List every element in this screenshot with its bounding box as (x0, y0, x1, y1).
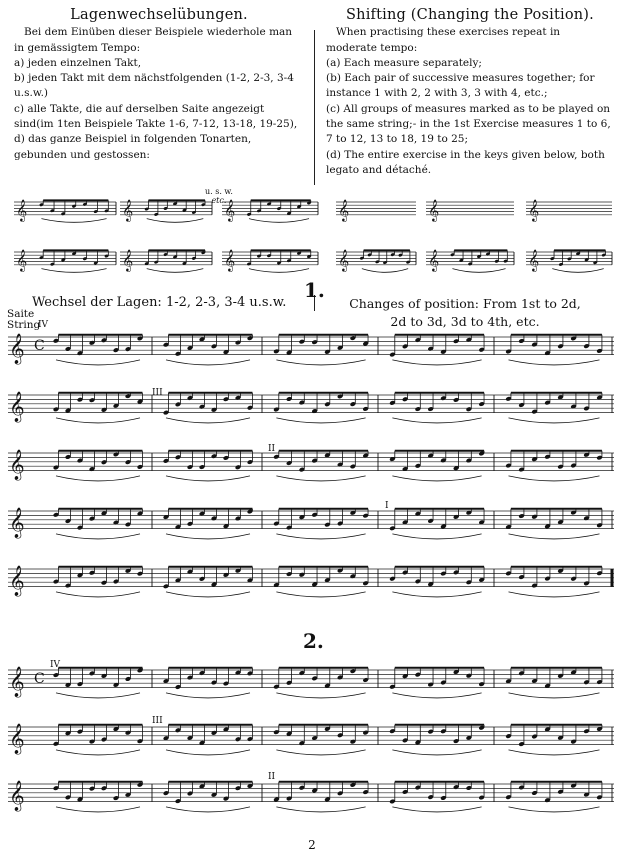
ex1-note-slur (166, 418, 250, 423)
german-item-c: c) alle Takte, die auf derselben Saite angezeigt sind(im 1ten Beispiele Takte 1-6, 7-12, 13-18, 19-25), (14, 102, 298, 131)
string-iv-label: IV (38, 320, 49, 330)
ex1-note-slur (56, 360, 140, 365)
ex2-note-slur (166, 750, 250, 755)
ex1-note-slur (509, 592, 600, 597)
english-heading: Shifting (Changing the Position). (346, 7, 594, 23)
ex1-note-slur (166, 360, 250, 365)
english-item-b: (b) Each pair of successive measures together; for instance 1 with 2, 2 with 3, 3 with 4, etc.; (326, 72, 595, 100)
ex1-note-slur (509, 360, 600, 365)
ex2-note-slur (392, 693, 481, 698)
ex1-note-slur (276, 418, 365, 423)
treble-clef: 𝄞 (428, 248, 440, 272)
ex2-note-slur (166, 807, 250, 812)
ex2-note-slur (509, 807, 600, 812)
exercise1-number: 1. (304, 278, 325, 302)
key-note-slur (147, 219, 204, 223)
ex1-note-slur (509, 418, 600, 423)
string-i-label: I (385, 501, 389, 511)
ex1-note-slur (56, 418, 140, 423)
key-note-slur (147, 269, 204, 273)
ex1-note-slur (509, 476, 600, 481)
saite-string-label: Saite String (7, 308, 41, 331)
treble-clef: 𝄞 (338, 248, 350, 272)
treble-clef: 𝄞 (9, 507, 25, 539)
treble-clef: 𝄞 (122, 248, 134, 272)
ex2-string-iii-label: III (152, 716, 163, 726)
ex1-note-slur (276, 360, 365, 365)
ex2-note-slur (509, 750, 600, 755)
ex1-note-slur (166, 534, 250, 539)
german-heading: Lagenwechselübungen. (70, 7, 248, 23)
treble-clef: 𝄞 (9, 391, 25, 423)
treble-clef: 𝄞 (224, 248, 236, 272)
english-item-a: (a) Each measure separately; (326, 56, 482, 69)
ex2-string-iv-label: IV (50, 660, 61, 670)
ex1-note-slur (56, 592, 140, 597)
key-note-slur (41, 219, 106, 223)
treble-clef: 𝄞 (9, 666, 25, 698)
common-time: C (34, 338, 45, 355)
treble-clef: 𝄞 (224, 198, 236, 222)
ex2-note-slur (392, 807, 481, 812)
common-time: C (34, 671, 45, 688)
ex1-note-slur (509, 534, 600, 539)
key-note-slur (362, 269, 408, 273)
german-item-a: a) jeden einzelnen Takt, (14, 56, 142, 69)
key-note-slur (249, 219, 309, 223)
ex1-note-slur (392, 418, 481, 423)
treble-clef: 𝄞 (122, 198, 134, 222)
english-item-d: (d) The entire exercise in the keys given below, both legato and détaché. (326, 148, 605, 176)
ex1-note-slur (276, 476, 365, 481)
ex1-note-slur (392, 534, 481, 539)
treble-clef: 𝄞 (9, 449, 25, 481)
treble-clef: 𝄞 (528, 198, 540, 222)
usw-label: u. s. w. etc. (205, 187, 233, 205)
treble-clef: 𝄞 (16, 198, 28, 222)
ex2-note-slur (276, 693, 365, 698)
exercise2-number: 2. (303, 629, 324, 653)
ex2-note-slur (509, 693, 600, 698)
ex2-note-slur (56, 807, 140, 812)
key-note-slur (552, 269, 603, 273)
ex1-note-slur (276, 534, 365, 539)
ex1-note-slur (392, 592, 481, 597)
key-note-slur (41, 269, 106, 273)
ex2-note-slur (276, 807, 365, 812)
key-note-slur (452, 269, 505, 273)
treble-clef: 𝄞 (16, 248, 28, 272)
ex2-note-slur (56, 750, 140, 755)
ex2-string-ii-label: II (268, 772, 276, 782)
treble-clef: 𝄞 (9, 333, 25, 365)
german-item-d: d) das ganze Beispiel in folgenden Tonarten, gebunden und gestossen: (14, 133, 252, 161)
german-intro: Bei dem Einüben dieser Beispiele wiederhole man in gemässigtem Tempo: (14, 26, 293, 54)
string-ii-label: II (268, 444, 276, 454)
ex1-note-slur (56, 534, 140, 539)
ex1-note-slur (392, 360, 481, 365)
treble-clef: 𝄞 (9, 780, 25, 812)
ex1-note-slur (392, 476, 481, 481)
ex2-note-slur (392, 750, 481, 755)
english-intro: When practising these exercises repeat in moderate tempo: (326, 26, 561, 54)
ex1-note-slur (276, 592, 365, 597)
key-note-slur (249, 269, 309, 273)
treble-clef: 𝄞 (338, 198, 350, 222)
ex1-note-slur (166, 476, 250, 481)
exercise1-title-de: Wechsel der Lagen: 1-2, 2-3, 3-4 u.s.w. (32, 295, 287, 310)
string-iii-label: III (152, 388, 163, 398)
treble-clef: 𝄞 (9, 723, 25, 755)
treble-clef: 𝄞 (528, 248, 540, 272)
page-number: 2 (308, 838, 316, 852)
ex2-note-slur (276, 750, 365, 755)
treble-clef: 𝄞 (428, 198, 440, 222)
ex1-note-slur (166, 592, 250, 597)
ex1-note-slur (56, 476, 140, 481)
ex2-note-slur (166, 693, 250, 698)
ex2-note-slur (56, 693, 140, 698)
german-item-b: b) jeden Takt mit dem nächstfolgenden (1-2, 2-3, 3-4 u.s.w.) (14, 72, 294, 100)
english-item-c: (c) All groups of measures marked as to be played on the same string;- in the 1st Exercise measures 1 to 6, 7 to 12, 13 to 18, 19 to 25; (326, 102, 611, 146)
treble-clef: 𝄞 (9, 565, 25, 597)
exercise1-title-en: Changes of position: From 1st to 2d, 2d to 3d, 3d to 4th, etc. (349, 296, 581, 329)
